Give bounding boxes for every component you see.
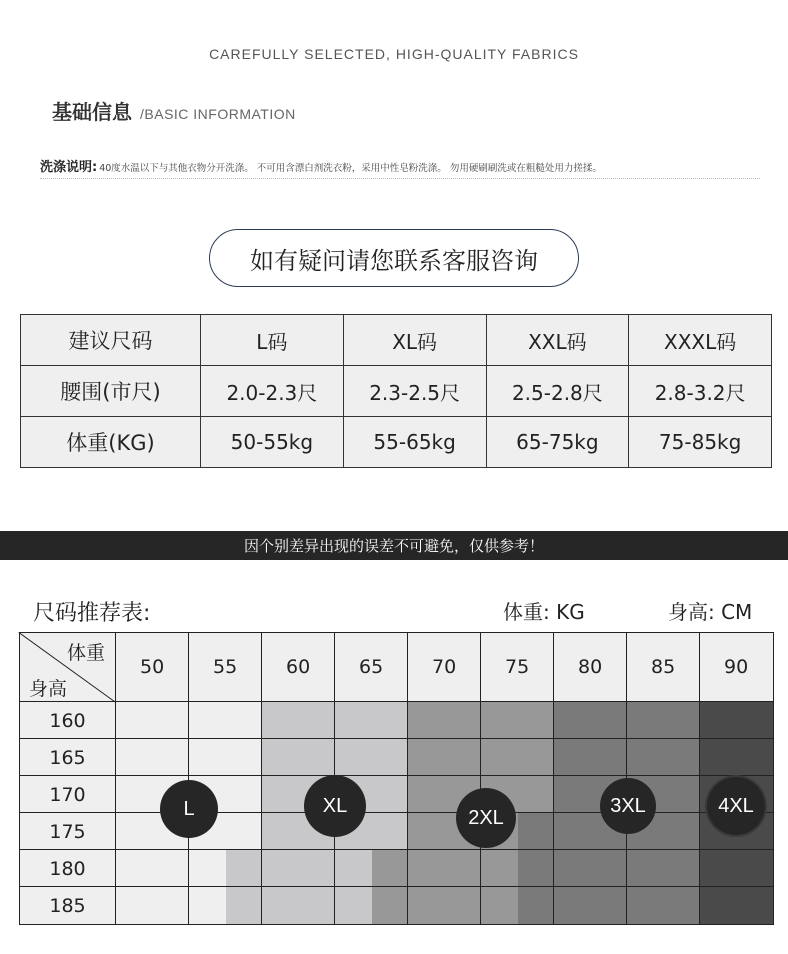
- size-table: [20, 314, 772, 468]
- size-circle-l: L: [160, 780, 218, 838]
- size-table-row: [21, 417, 772, 468]
- basic-info-title: 基础信息: [52, 100, 132, 124]
- size-header-cell: L码: [201, 315, 344, 366]
- size-row-label: 体重(KG): [21, 417, 201, 468]
- disclaimer-banner: 因个别差异出现的误差不可避免，仅供参考！: [0, 531, 788, 560]
- wash-instructions: [40, 156, 760, 179]
- tagline: CAREFULLY SELECTED, HIGH-QUALITY FABRICS: [209, 46, 579, 62]
- weight-header: 55: [213, 656, 238, 678]
- weight-header: 50: [140, 656, 165, 678]
- weight-header: 75: [505, 656, 530, 678]
- grid-hline: [19, 775, 774, 776]
- grid-vline: [261, 632, 262, 925]
- grid-vline: [188, 632, 189, 925]
- weight-header: 65: [359, 656, 384, 678]
- height-unit-label: 身高: CM: [668, 600, 753, 624]
- size-header-cell: XL码: [343, 315, 486, 366]
- size-cell: 75-85kg: [629, 417, 772, 468]
- size-cell: 2.3-2.5尺: [343, 366, 486, 417]
- height-header: 165: [49, 746, 86, 769]
- height-header: 180: [49, 857, 86, 880]
- grid-hline: [19, 738, 774, 739]
- weight-unit-label: 体重: KG: [503, 600, 585, 624]
- height-header: 175: [49, 820, 86, 843]
- weight-header: 60: [286, 656, 311, 678]
- weight-header: 80: [578, 656, 603, 678]
- size-table-header-row: [21, 315, 772, 366]
- grid-hline: [19, 812, 774, 813]
- size-header-cell: 建议尺码: [21, 315, 201, 366]
- size-row-label: 腰围(市尺): [21, 366, 201, 417]
- size-cell: 2.8-3.2尺: [629, 366, 772, 417]
- weight-header: 90: [724, 656, 749, 678]
- size-cell: 2.0-2.3尺: [201, 366, 344, 417]
- recommend-title: 尺码推荐表:: [33, 601, 151, 626]
- grid-vline: [773, 632, 774, 925]
- size-circle-4xl: 4XL: [707, 777, 765, 835]
- basic-info-subtitle: /BASIC INFORMATION: [140, 106, 296, 122]
- corner-height-label: 身高: [29, 678, 68, 700]
- wash-text: 40度水温以下与其他衣物分开洗涤。 不可用含漂白剂洗衣粉，采用中性皂粉洗涤。 勿用硬刷刷洗或在粗糙处用力搓揉。: [99, 163, 602, 174]
- grid-vline: [480, 632, 481, 925]
- grid-vline: [699, 632, 700, 925]
- wash-label: 洗涤说明:: [40, 160, 98, 175]
- height-header: 160: [49, 709, 86, 732]
- size-cell: 55-65kg: [343, 417, 486, 468]
- grid-hline: [19, 849, 774, 850]
- size-cell: 50-55kg: [201, 417, 344, 468]
- size-zone: [372, 850, 408, 924]
- grid-vline: [407, 632, 408, 925]
- size-zone: [518, 813, 554, 924]
- basic-info-heading: [52, 96, 296, 125]
- size-table-row: [21, 366, 772, 417]
- grid-hline: [19, 886, 774, 887]
- weight-header: 70: [432, 656, 457, 678]
- size-recommend-grid: [19, 632, 774, 925]
- size-cell: 2.5-2.8尺: [486, 366, 629, 417]
- contact-service-pill: 如有疑问请您联系客服咨询: [209, 229, 579, 287]
- corner-weight-label: 体重: [67, 642, 106, 664]
- weight-header: 85: [651, 656, 676, 678]
- size-header-cell: XXL码: [486, 315, 629, 366]
- height-header: 185: [49, 894, 86, 917]
- size-circle-xl: XL: [304, 775, 366, 837]
- size-circle-2xl: 2XL: [456, 788, 516, 848]
- size-circle-3xl: 3XL: [600, 778, 656, 834]
- size-cell: 65-75kg: [486, 417, 629, 468]
- grid-hline: [19, 924, 774, 925]
- size-header-cell: XXXL码: [629, 315, 772, 366]
- height-header: 170: [49, 783, 86, 806]
- grid-vline: [553, 632, 554, 925]
